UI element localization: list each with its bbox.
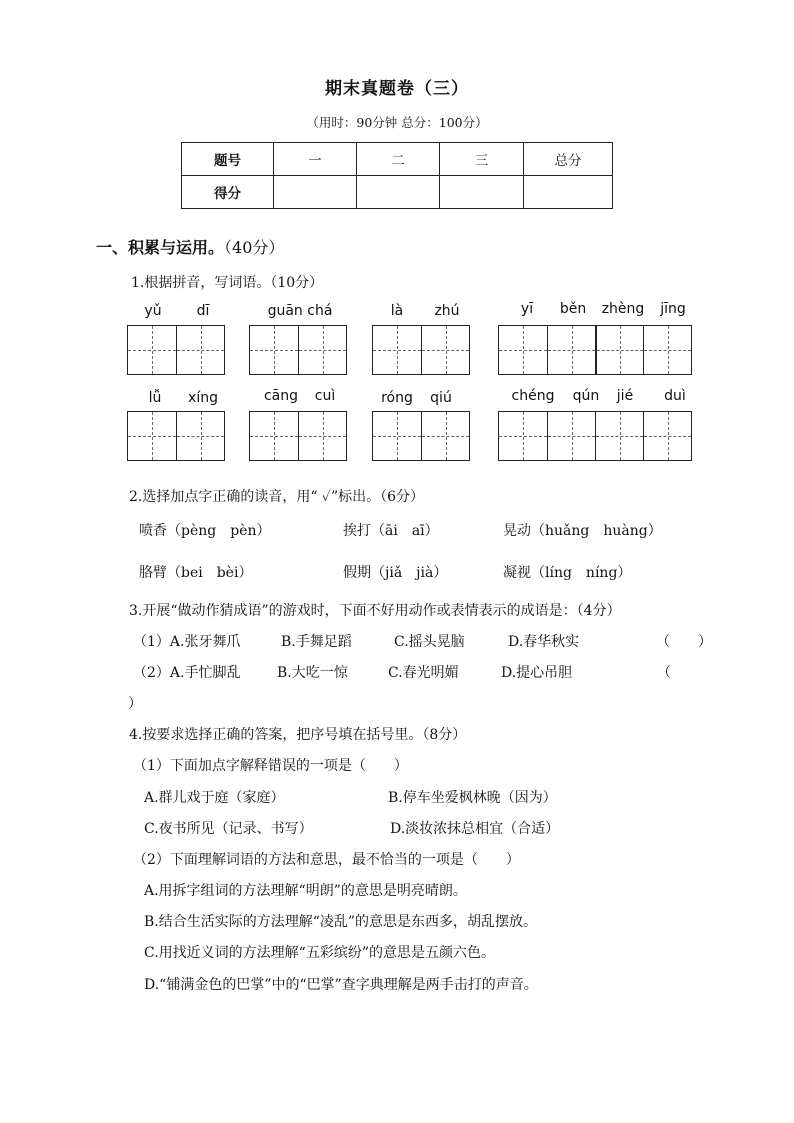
pinyin-label: zhú: [434, 303, 460, 319]
score-header-cell: 题号: [182, 143, 274, 176]
choice-option[interactable]: C.摇头晃脑: [394, 634, 465, 650]
pinyin-label: yī: [520, 301, 534, 317]
pronunciation-option[interactable]: 晃动（huǎng huàng）: [503, 523, 662, 539]
pinyin-label: yǔ: [144, 303, 162, 319]
answer-bracket[interactable]: （ ）: [656, 634, 712, 650]
pronunciation-option[interactable]: 挨打（āi aī）: [343, 523, 439, 539]
score-table: [181, 142, 613, 209]
choice-option[interactable]: B.结合生活实际的方法理解“凌乱”的意思是东西多，胡乱摆放。: [144, 914, 538, 930]
character-grid[interactable]: [498, 411, 692, 461]
answer-bracket-close: ）: [128, 696, 142, 712]
choice-option[interactable]: C.夜书所见（记录、书写）: [144, 821, 313, 837]
choice-option[interactable]: B.手舞足蹈: [281, 634, 352, 650]
choice-option[interactable]: D.提心吊胆: [501, 665, 573, 681]
choice-option[interactable]: A.用拆字组词的方法理解“明朗”的意思是明亮晴朗。: [144, 883, 467, 899]
pinyin-label: jié: [616, 388, 634, 404]
choice-option[interactable]: （2）A.手忙脚乱: [133, 665, 241, 681]
pinyin-label: guān chá: [267, 303, 333, 319]
score-header-cell: 总分: [524, 143, 613, 176]
choice-option[interactable]: B.大吃一惊: [277, 665, 348, 681]
choice-option[interactable]: C.春光明媚: [388, 665, 459, 681]
answer-bracket-open[interactable]: （: [657, 665, 671, 681]
pinyin-label: là: [390, 303, 404, 319]
pinyin-label: cāng: [263, 388, 299, 404]
question-2: 2.选择加点字正确的读音，用“ ✓”标出。（6分）: [129, 489, 425, 505]
pinyin-label: xíng: [188, 390, 218, 406]
score-blank-cell[interactable]: [524, 176, 613, 209]
question-3: 3.开展“做动作猜成语”的游戏时，下面不好用动作或表情表示的成语是：（4分）: [129, 603, 621, 619]
character-grid[interactable]: [372, 411, 470, 461]
choice-option[interactable]: D.淡妆浓抹总相宜（合适）: [390, 821, 560, 837]
character-grid[interactable]: [249, 325, 347, 375]
pronunciation-option[interactable]: 凝视（líng níng）: [503, 565, 632, 581]
pinyin-label: cuì: [314, 388, 336, 404]
choice-option[interactable]: A.群儿戏于庭（家庭）: [144, 790, 285, 806]
pinyin-label: běn: [559, 301, 587, 317]
sub-question: （2）下面理解词语的方法和意思，最不恰当的一项是（ ）: [133, 852, 520, 868]
score-blank-cell[interactable]: [440, 176, 524, 209]
question-1: 1.根据拼音，写词语。（10分）: [131, 275, 324, 291]
question-4: 4.按要求选择正确的答案，把序号填在括号里。（8分）: [129, 727, 467, 743]
choice-option[interactable]: （1）A.张牙舞爪: [133, 634, 241, 650]
choice-option[interactable]: C.用找近义词的方法理解“五彩缤纷”的意思是五颜六色。: [144, 945, 495, 961]
score-table-header-row: [182, 143, 613, 176]
character-grid[interactable]: [249, 411, 347, 461]
pinyin-label: zhèng: [601, 301, 645, 317]
pinyin-label: duì: [664, 388, 686, 404]
exam-info: （用时：90分钟 总分：100分）: [306, 115, 488, 130]
pinyin-label: dī: [196, 303, 210, 319]
score-header-cell: 二: [357, 143, 440, 176]
score-table-score-row: [182, 176, 613, 209]
pronunciation-option[interactable]: 喷香（pèng pèn）: [139, 523, 271, 539]
character-grid[interactable]: [498, 325, 692, 375]
section-label: 一、积累与运用。: [96, 238, 225, 257]
character-grid[interactable]: [127, 325, 225, 375]
section-points: （40分）: [224, 238, 285, 257]
pronunciation-option[interactable]: 胳臂（bei bèi）: [139, 565, 253, 581]
score-header-cell: 三: [440, 143, 524, 176]
character-grid[interactable]: [127, 411, 225, 461]
choice-option[interactable]: D.“铺满金色的巴掌”中的“巴掌”查字典理解是两手击打的声音。: [144, 977, 538, 993]
pinyin-label: qiú: [430, 390, 452, 406]
score-blank-cell[interactable]: [274, 176, 357, 209]
score-row-label: 得分: [182, 176, 274, 209]
choice-option[interactable]: D.春华秋实: [508, 634, 580, 650]
pinyin-label: lǚ: [148, 390, 162, 406]
page-title: 期末真题卷（三）: [325, 79, 469, 99]
pinyin-label: chéng: [511, 388, 555, 404]
choice-option[interactable]: B.停车坐爱枫林晚（因为）: [388, 790, 557, 806]
pinyin-label: róng: [381, 390, 413, 406]
section-heading: [96, 235, 284, 258]
score-blank-cell[interactable]: [357, 176, 440, 209]
pronunciation-option[interactable]: 假期（jiǎ jià）: [343, 565, 448, 581]
pinyin-label: jīng: [660, 301, 686, 317]
pinyin-label: qún: [572, 388, 600, 404]
character-grid[interactable]: [372, 325, 470, 375]
score-header-cell: 一: [274, 143, 357, 176]
sub-question: （1）下面加点字解释错误的一项是（ ）: [133, 758, 408, 774]
